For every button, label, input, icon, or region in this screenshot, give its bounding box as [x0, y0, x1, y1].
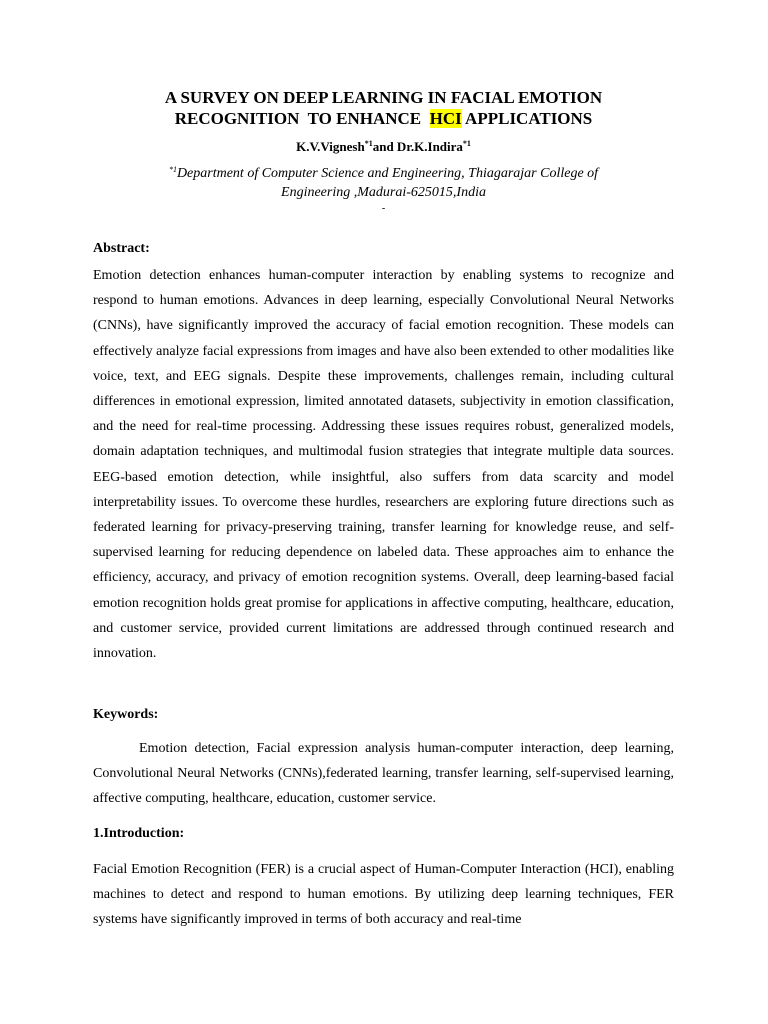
introduction-heading: 1.Introduction: [93, 826, 185, 841]
separator-dash: - [381, 203, 386, 214]
title-line-2-prefix: RECOGNITION TO ENHANCE [174, 109, 430, 128]
keywords-heading: Keywords: [93, 707, 159, 722]
abstract-text: Emotion detection enhances human-computer interaction by enabling systems to recognize and respond to human emotions. Advances in deep learning, especially Convolutional Neural Networks (CNNs), have significantly improved the accuracy of facial emotion recognition. These models can effectively analyze facial expressions from images and have also been extended to other modalities like voice, text, and EEG signals. Despite these improvements, challenges remain, including cultural differences in emotional expression, limited annotated datasets, subjectivity in emotion classification, and the need for real-time processing. Addressing these issues requires robust, generalized models, domain adaptation techniques, and multimodal fusion strategies that integrate multiple data sources. EEG-based emotion detection, while insightful, also suffers from data scarcity and model interpretability issues. To overcome these hurdles, researchers are exploring future directions such as federated learning for privacy-preserving training, transfer learning for knowledge reuse, and self-supervised learning for reducing dependence on labeled data. These approaches aim to enhance the efficiency, accuracy, and privacy of emotion recognition systems. Overall, deep learning-based facial emotion recognition holds great promise for applications in affective computing, healthcare, education, and customer service, provided current limitations are addressed through continued research and innovation. [93, 268, 674, 662]
author-line [93, 138, 674, 156]
title-line-2-suffix: APPLICATIONS [461, 109, 593, 128]
author-1-name: K.V.Vignesh [296, 139, 365, 154]
affiliation-line-2: Engineering ,Madurai-625015,India [281, 185, 486, 200]
author-1-affiliation-mark: *1 [364, 139, 373, 148]
paper-title [53, 87, 714, 129]
introduction-text: Facial Emotion Recognition (FER) is a crucial aspect of Human-Computer Interaction (HCI), enabling machines to detect and respond to human emotions. By utilizing deep learning techniques, FER systems have significantly improved in terms of both accuracy and real-time [93, 862, 674, 928]
affiliation-mark: *1 [168, 165, 177, 174]
abstract-heading: Abstract: [93, 241, 150, 256]
affiliation-line-1: Department of Computer Science and Engineering, Thiagarajar College of [176, 166, 599, 181]
title-highlight-hci: HCI [429, 109, 462, 128]
keywords-text: Emotion detection, Facial expression analysis human-computer interaction, deep learning, Convolutional Neural Networks (CNNs),federated learning, transfer learning, self-supervised learning, affective computing, healthcare, education, customer service. [93, 741, 674, 807]
author-2-affiliation-mark: *1 [462, 139, 471, 148]
author-2-name: and Dr.K.Indira [372, 139, 463, 154]
title-line-1: A SURVEY ON DEEP LEARNING IN FACIAL EMOTION [164, 88, 603, 107]
affiliation [123, 164, 644, 202]
